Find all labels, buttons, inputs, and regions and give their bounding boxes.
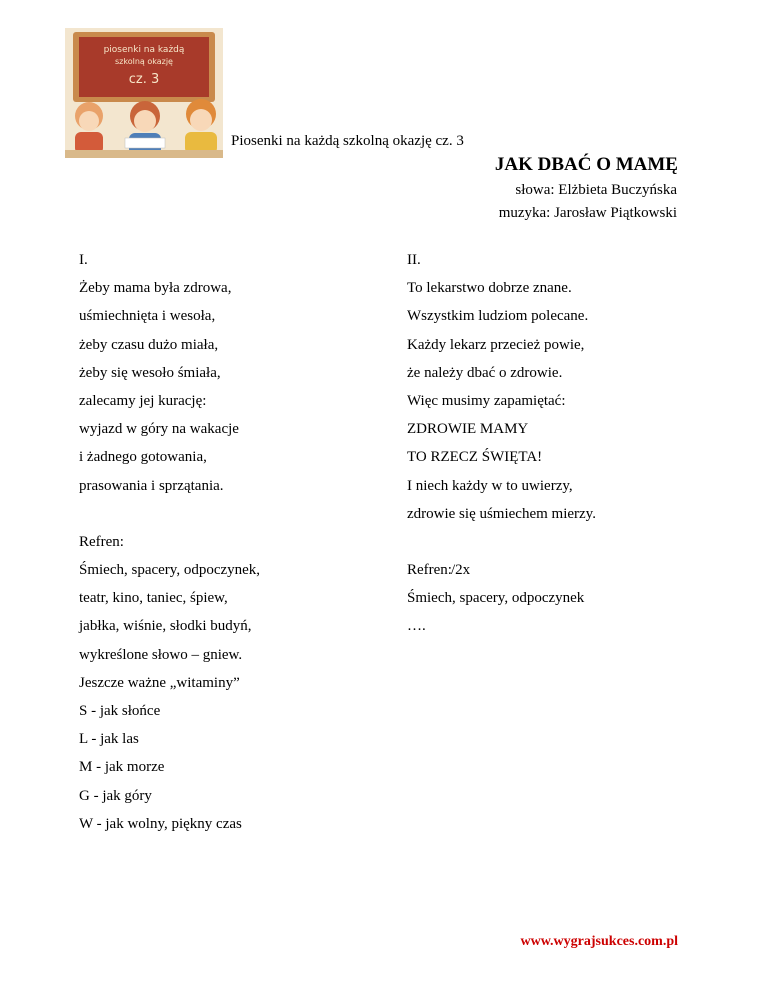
refrain-line: Jeszcze ważne „witaminy” <box>79 674 240 691</box>
lyric-line: ZDROWIE MAMY <box>407 421 529 438</box>
refrain-repeat: /2x <box>451 562 471 579</box>
refrain-line: G - jak góry <box>79 787 152 804</box>
collection-subtitle: Piosenki na każdą szkolną okazję cz. 3 <box>231 133 464 149</box>
cover-text-line1: piosenki na każdą <box>103 45 185 55</box>
lyric-line: żeby czasu dużo miała, <box>79 336 219 353</box>
lyric-line: To lekarstwo dobrze znane. <box>407 280 572 297</box>
refrain-line: teatr, kino, taniec, śpiew, <box>79 590 228 607</box>
words-credit: słowa: Elżbieta Buczyńska <box>515 182 677 198</box>
refrain-line: M - jak morze <box>79 759 165 776</box>
lyric-line: i żadnego gotowania, <box>79 449 207 466</box>
lyric-line: TO RZECZ ŚWIĘTA! <box>407 449 543 466</box>
right-column <box>407 246 596 641</box>
lyric-line: I niech każdy w to uwierzy, <box>407 477 573 494</box>
refrain-line: wykreślone słowo – gniew. <box>79 646 243 663</box>
lyric-line: zdrowie się uśmiechem mierzy. <box>407 505 596 522</box>
left-column <box>79 246 260 838</box>
refrain-line: L - jak las <box>79 731 139 748</box>
refrain-line: W - jak wolny, piękny czas <box>79 815 242 832</box>
website-link[interactable]: www.wygrajsukces.com.pl <box>520 934 678 949</box>
refrain-line: jabłka, wiśnie, słodki budyń, <box>79 618 252 635</box>
lyric-line: żeby się wesoło śmiała, <box>79 364 221 381</box>
refrain-heading: Refren: <box>79 533 124 550</box>
refrain-heading <box>407 556 596 584</box>
cover-text-line3: cz. 3 <box>128 72 160 87</box>
lyric-line: Więc musimy zapamiętać: <box>407 392 566 409</box>
refrain-line: Śmiech, spacery, odpoczynek <box>407 590 585 607</box>
ellipsis: …. <box>407 618 426 635</box>
song-title: JAK DBAĆ O MAMĘ <box>494 154 678 175</box>
lyric-line: zalecamy jej kurację: <box>79 392 207 409</box>
verse-number: I. <box>79 252 88 268</box>
lyric-line: uśmiechnięta i wesoła, <box>79 308 216 325</box>
refrain-line: S - jak słońce <box>79 703 161 719</box>
lyric-line: wyjazd w góry na wakacje <box>79 421 239 438</box>
lyric-line: Wszystkim ludziom polecane. <box>407 308 589 325</box>
refrain-line: Śmiech, spacery, odpoczynek, <box>79 562 261 579</box>
cover-text-line2: szkolną okazję <box>115 57 173 66</box>
lyric-line: prasowania i sprzątania. <box>79 477 224 494</box>
lyric-line: Każdy lekarz przecież powie, <box>407 336 585 353</box>
verse-number: II. <box>407 252 421 268</box>
music-credit: muzyka: Jarosław Piątkowski <box>498 205 677 221</box>
lyric-line: że należy dbać o zdrowie. <box>407 364 563 381</box>
lyric-line: Żeby mama była zdrowa, <box>79 280 232 297</box>
refrain-label: Refren: <box>407 562 452 579</box>
album-cover-illustration <box>65 28 223 158</box>
